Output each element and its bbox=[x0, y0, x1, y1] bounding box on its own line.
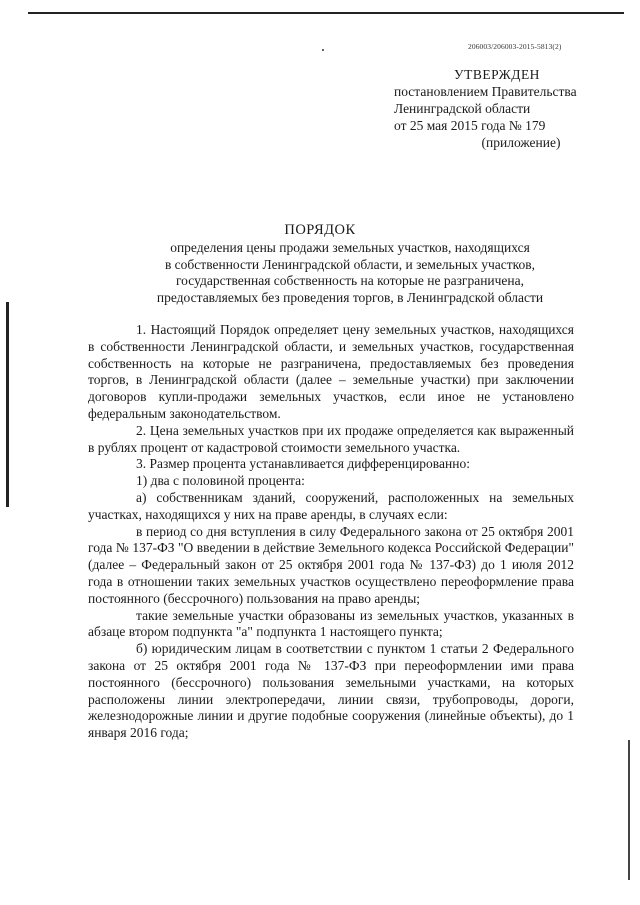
subtitle-line: определения цены продажи земельных участков, находящихся bbox=[170, 240, 530, 255]
scan-edge-mark-right bbox=[628, 740, 630, 880]
approval-line: постановлением Правительства bbox=[394, 84, 577, 99]
approval-line: Ленинградской области bbox=[394, 101, 531, 116]
scan-edge-mark-left bbox=[6, 302, 9, 507]
document-body bbox=[88, 322, 574, 742]
paragraph: в период со дня вступления в силу Федерального закона от 25 октября 2001 года № 137-ФЗ "О введении в действие Земельного кодекса Российской Федерации" (далее – Федеральный закон от 25 октября 2001 года № 137-ФЗ) до 1 июля 2012 года в отношении таких земельных участков осуществлено переоформление права постоянного (бессрочного) пользования на право аренды; bbox=[88, 523, 574, 606]
paragraph: б) юридическим лицам в соответствии с пунктом 1 статьи 2 Федерального закона от 25 октября 2001 года № 137-ФЗ при переоформлении ими права постоянного (бессрочного) пользования земельными участками, на которых расположены линии электропередачи, линии связи, трубопроводы, дороги, железнодорожные линии и другие подобные сооружения (линейные объекты), до 1 января 2016 года; bbox=[88, 641, 574, 741]
approval-date-line: от 25 мая 2015 года № 179 bbox=[394, 118, 546, 133]
paragraph: 3. Размер процента устанавливается дифференцированно: bbox=[136, 456, 470, 472]
document-code: 206003/206003-2015-5813(2) bbox=[468, 42, 562, 51]
top-border-line bbox=[28, 12, 624, 14]
approval-stamp-block bbox=[394, 66, 620, 151]
paragraph: а) собственникам зданий, сооружений, расположенных на земельных участках, находящихся у них на праве аренды, в случаях если: bbox=[88, 489, 574, 522]
paragraph: 2. Цена земельных участков при их продаже определяется как выраженный в рублях процент от кадастровой стоимости земельного участка. bbox=[88, 422, 574, 455]
document-subtitle bbox=[80, 240, 620, 306]
paragraph: 1) два с половиной процента: bbox=[136, 473, 305, 489]
document-title: ПОРЯДОК bbox=[284, 222, 356, 238]
paragraph: 1. Настоящий Порядок определяет цену земельных участков, находящихся в собственности Ленинградской области, и земельных участков, государственная собственность на которые не разграничена, предоставляемых без проведения торгов, в Ленинградской области (далее – земельные участки) при заключении договоров купли-продажи земельных участков, если иное не установлено федеральным законодательством. bbox=[88, 322, 574, 421]
approval-appendix-note: (приложение) bbox=[481, 135, 561, 150]
subtitle-line: государственная собственность на которые не разграничена, bbox=[175, 273, 525, 288]
paragraph: такие земельные участки образованы из земельных участков, указанных в абзаце втором подпункта "а" подпункта 1 настоящего пункта; bbox=[88, 607, 574, 640]
scan-speck bbox=[322, 49, 324, 51]
subtitle-line: предоставляемых без проведения торгов, в Ленинградской области bbox=[156, 289, 544, 305]
subtitle-line: в собственности Ленинградской области, и земельных участков, bbox=[164, 256, 536, 272]
approval-heading: УТВЕРЖДЕН bbox=[454, 67, 540, 82]
